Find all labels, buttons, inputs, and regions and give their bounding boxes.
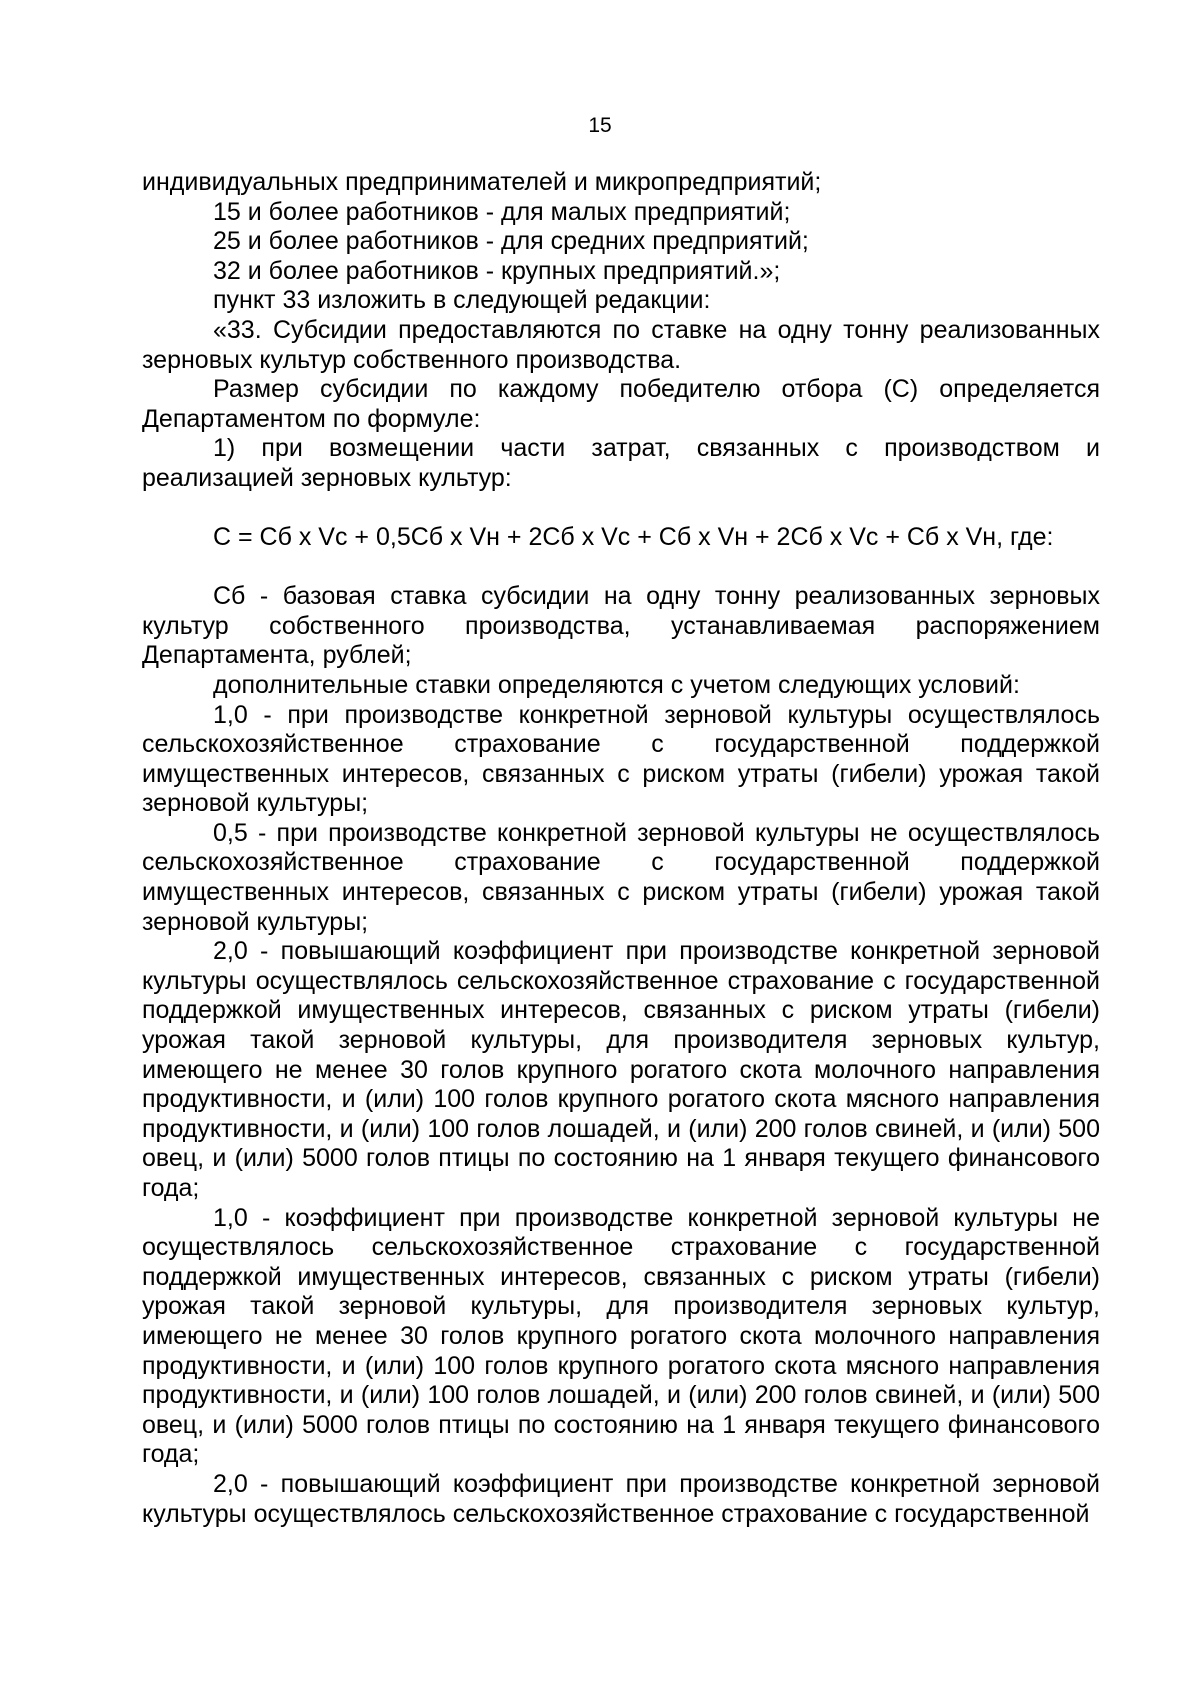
definition-rate-1-0-livestock-uninsured: 1,0 - коэффициент при производстве конкретной зерновой культуры не осуществлялось сельскохозяйственное страхование с государственной поддержкой имущественных интересов, связанных с риском утраты (гибели) урожая такой зерновой культуры, для производителя зерновых культур, имеющего не менее 30 голов крупного рогатого скота молочного направления продуктивности, и (или) 100 голов крупного рогатого скота мясного направления продуктивности, и (или) 100 голов лошадей, и (или) 200 голов свиней, и (или) 500 овец, и (или) 5000 голов птицы по состоянию на 1 января текущего финансового года;: [142, 1203, 1100, 1469]
paragraph-continuation: индивидуальных предпринимателей и микропредприятий;: [142, 168, 822, 196]
paragraph-small-enterprises: 15 и более работников - для малых предприятий;: [213, 197, 791, 226]
document-body: [142, 168, 1100, 1529]
formula: С = Сб x Vс + 0,5Сб x Vн + 2Сб x Vс + Сб x Vн + 2Сб x Vс + Сб x Vн, где:: [213, 522, 1054, 551]
paragraph-clause-33-intro: пункт 33 изложить в следующей редакции:: [213, 286, 711, 315]
definition-base-rate: Сб - базовая ставка субсидии на одну тонну реализованных зерновых культур собственного производства, устанавливаемая распоряжением Департамента, рублей;: [142, 582, 1100, 670]
paragraph-item-1: 1) при возмещении части затрат, связанных с производством и реализацией зерновых культур:: [142, 434, 1100, 492]
definition-rate-2-0-livestock-insured: 2,0 - повышающий коэффициент при производстве конкретной зерновой культуры осуществлялось сельскохозяйственное страхование с государственной поддержкой имущественных интересов, связанных с риском утраты (гибели) урожая такой зерновой культуры, для производителя зерновых культур, имеющего не менее 30 голов крупного рогатого скота молочного направления продуктивности, и (или) 100 голов крупного рогатого скота мясного направления продуктивности, и (или) 100 голов лошадей, и (или) 200 голов свиней, и (или) 500 овец, и (или) 5000 голов птицы по состоянию на 1 января текущего финансового года;: [142, 937, 1100, 1202]
paragraph-clause-33: «33. Субсидии предоставляются по ставке на одну тонну реализованных зерновых культур собственного производства.: [142, 315, 1100, 374]
definition-rate-2-0-continued: 2,0 - повышающий коэффициент при производстве конкретной зерновой культуры осуществлялось сельскохозяйственное страхование с государственной: [142, 1469, 1100, 1528]
definition-rate-1-0-insured: 1,0 - при производстве конкретной зерновой культуры осуществлялось сельскохозяйственное страхование с государственной поддержкой имущественных интересов, связанных с риском утраты (гибели) урожая такой зерновой культуры;: [142, 700, 1100, 818]
paragraph-medium-enterprises: 25 и более работников - для средних предприятий;: [213, 227, 809, 256]
definition-rate-0-5-uninsured: 0,5 - при производстве конкретной зерновой культуры не осуществлялось сельскохозяйственное страхование с государственной поддержкой имущественных интересов, связанных с риском утраты (гибели) урожая такой зерновой культуры;: [142, 818, 1100, 936]
page-number: 15: [588, 114, 612, 137]
definition-additional-rates: дополнительные ставки определяются с учетом следующих условий:: [213, 670, 1020, 699]
paragraph-subsidy-size: Размер субсидии по каждому победителю отбора (С) определяется Департаментом по формуле:: [142, 375, 1100, 433]
paragraph-large-enterprises: 32 и более работников - крупных предприятий.»;: [213, 256, 781, 285]
